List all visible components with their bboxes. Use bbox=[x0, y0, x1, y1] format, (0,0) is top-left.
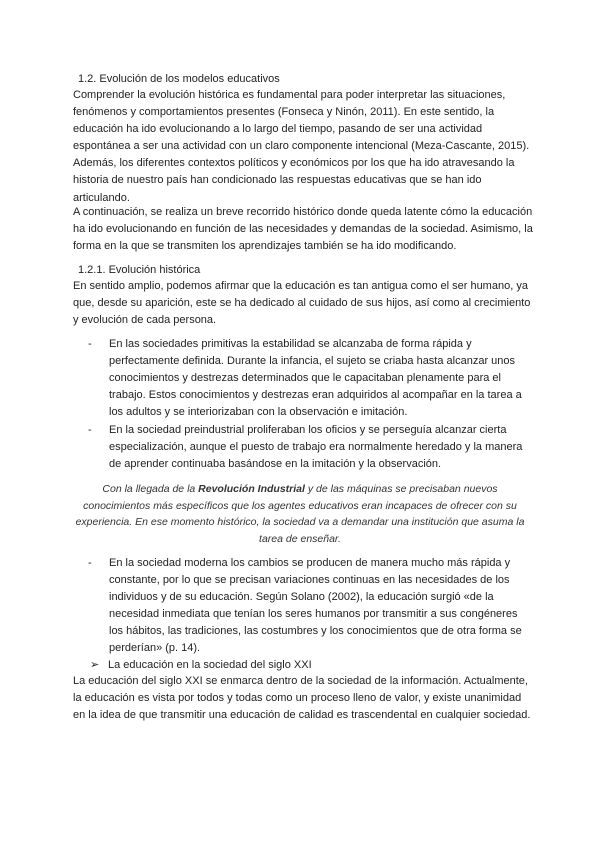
arrow-bullet-icon: ➢ bbox=[90, 659, 100, 671]
bullet-marker: - bbox=[88, 338, 92, 350]
paragraph-overview: A continuación, se realiza un breve recorrido histórico donde queda latente cómo la educación ha ido evolucionando en función de las necesidades y demandas de la sociedad. Asimismo, la forma en la que se transmiten los aprendizajes también se ha ido modificando. bbox=[73, 206, 533, 253]
quote-bold-term: Revolución Industrial bbox=[198, 483, 305, 495]
bullet-marker: - bbox=[88, 424, 92, 436]
section-heading-1-2: 1.2. Evolución de los modelos educativos bbox=[78, 73, 280, 85]
paragraph-xxi-century: La educación del siglo XXI se enmarca dentro de la sociedad de la información. Actualmente, la educación es vista por todos y todas como un proceso lleno de valor, y existe unanimidad en la idea de que transmitir una educación de calidad es trascendental en cualquier sociedad. bbox=[73, 675, 531, 722]
bullet-modern-society: En la sociedad moderna los cambios se producen de manera mucho más rápida y constante, por lo que se precisan variaciones continuas en las necesidades de los individuos y de su educación. Según Solano (2002), la educación surgió «de la necesidad inmediata que tenían los seres humanos por transmitir a sus congéneres los hábitos, las tradiciones, las costumbres y los conocimientos que de otra forma se perderían» (p. 14). bbox=[109, 557, 522, 655]
bullet-primitive-societies: En las sociedades primitivas la estabilidad se alcanzaba de forma rápida y perfectamente definida. Durante la infancia, el sujeto se criaba hasta alcanzar unos conocimientos y destrezas determinados que le capacitaban plenamente para el trabajo. Estos conocimientos y destrezas eran adquiridos al acompañar en la tarea a los adultos y se interiorizaban con la observación e imitación. bbox=[109, 338, 522, 419]
bullet-preindustrial-society: En la sociedad preindustrial proliferaban los oficios y se perseguía alcanzar cierta especialización, aunque el puesto de trabajo era normalmente heredado y la manera de aprender continuaba basándose en la imitación y la observación. bbox=[109, 424, 523, 471]
quote-text-end: y de las máquinas se precisaban nuevos conocimientos más específicos que los agentes educativos eran incapaces de ofrecer con su experiencia. En ese momento histórico, la sociedad va a demandar una institución que asuma la tarea de enseñar. bbox=[75, 483, 525, 545]
section-heading-1-2-1: 1.2.1. Evolución histórica bbox=[78, 264, 201, 276]
paragraph-evolution: Comprender la evolución histórica es fundamental para poder interpretar las situaciones, fenómenos y comportamientos presentes (Fonseca y Ninón, 2011). En este sentido, la educación ha ido evolucionando a lo largo del tiempo, pasando de ser una actividad espontánea a ser una actividad con un claro componente intencional (Meza-Cascante, 2015). Además, los diferentes contextos políticos y económicos por los que ha ido atravesando la historia de nuestro país han condicionado las respuestas educativas que se han ido articulando. bbox=[73, 89, 530, 204]
highlighted-quote bbox=[75, 481, 525, 547]
quote-text-start: Con la llegada de la bbox=[102, 483, 199, 495]
subsection-heading-xxi: La educación en la sociedad del siglo XXI bbox=[108, 659, 312, 671]
paragraph-intro: En sentido amplio, podemos afirmar que la educación es tan antigua como el ser humano, ya que, desde su aparición, este se ha dedicado al cuidado de sus hijos, así como al crecimiento y evolución de cada persona. bbox=[73, 280, 531, 327]
bullet-marker: - bbox=[88, 557, 92, 569]
